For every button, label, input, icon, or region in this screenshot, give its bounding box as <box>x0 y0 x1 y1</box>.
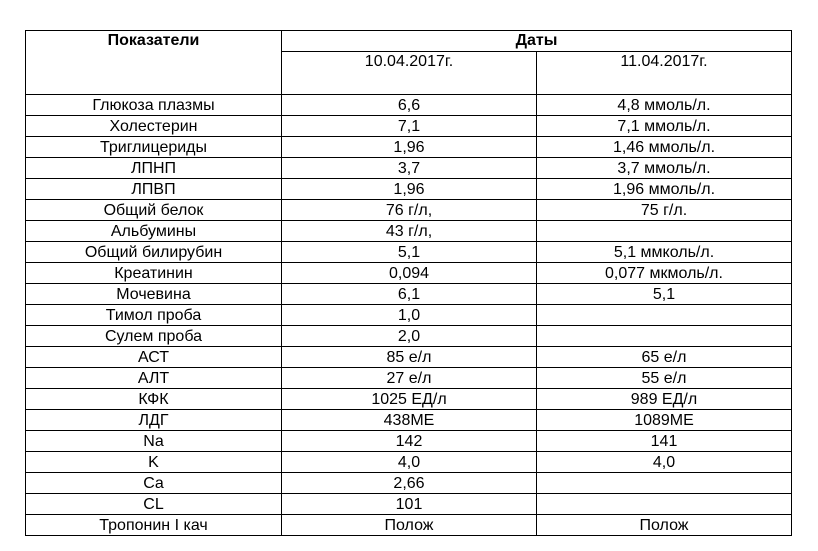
table-row <box>26 137 792 158</box>
value-date-2: 65 е/л <box>537 347 792 368</box>
value-date-2: 4,0 <box>537 452 792 473</box>
table-body <box>26 95 792 536</box>
table-row <box>26 263 792 284</box>
value-date-1: 1025 ЕД/л <box>282 389 537 410</box>
value-date-2: 0,077 мкмоль/л. <box>537 263 792 284</box>
value-date-2: 1,46 ммоль/л. <box>537 137 792 158</box>
value-date-2 <box>537 221 792 242</box>
value-date-2: 75 г/л. <box>537 200 792 221</box>
value-date-1: 1,0 <box>282 305 537 326</box>
date-1: 10.04.2017г. <box>282 52 537 95</box>
table-row <box>26 347 792 368</box>
param-name: Креатинин <box>26 263 282 284</box>
value-date-2: 1089МЕ <box>537 410 792 431</box>
value-date-2: 141 <box>537 431 792 452</box>
value-date-2 <box>537 305 792 326</box>
table-row <box>26 200 792 221</box>
value-date-1: 3,7 <box>282 158 537 179</box>
table-row <box>26 515 792 536</box>
value-date-1: 0,094 <box>282 263 537 284</box>
table-row <box>26 431 792 452</box>
value-date-2: 1,96 ммоль/л. <box>537 179 792 200</box>
table-row <box>26 284 792 305</box>
value-date-1: 5,1 <box>282 242 537 263</box>
param-name: ЛПВП <box>26 179 282 200</box>
table-row <box>26 494 792 515</box>
value-date-1: 142 <box>282 431 537 452</box>
date-2: 11.04.2017г. <box>537 52 792 95</box>
value-date-2: 7,1 ммоль/л. <box>537 116 792 137</box>
table-row <box>26 368 792 389</box>
table-row <box>26 410 792 431</box>
value-date-1: 2,0 <box>282 326 537 347</box>
table-row <box>26 473 792 494</box>
params-header: Показатели <box>26 31 282 95</box>
table-row <box>26 326 792 347</box>
header-row <box>26 31 792 52</box>
table-row <box>26 242 792 263</box>
table-row <box>26 179 792 200</box>
table-row <box>26 452 792 473</box>
value-date-2 <box>537 494 792 515</box>
value-date-2 <box>537 326 792 347</box>
value-date-1: 1,96 <box>282 179 537 200</box>
param-name: Холестерин <box>26 116 282 137</box>
param-name: Тропонин I кач <box>26 515 282 536</box>
table-row <box>26 305 792 326</box>
param-name: Сулем проба <box>26 326 282 347</box>
value-date-2: 3,7 ммоль/л. <box>537 158 792 179</box>
param-name: Na <box>26 431 282 452</box>
dates-header: Даты <box>282 31 792 52</box>
value-date-1: 4,0 <box>282 452 537 473</box>
param-name: K <box>26 452 282 473</box>
lab-results-table <box>25 30 792 536</box>
value-date-1: 7,1 <box>282 116 537 137</box>
param-name: ЛДГ <box>26 410 282 431</box>
param-name: Альбумины <box>26 221 282 242</box>
value-date-2: 55 е/л <box>537 368 792 389</box>
value-date-1: 85 е/л <box>282 347 537 368</box>
table-row <box>26 158 792 179</box>
value-date-2: 5,1 <box>537 284 792 305</box>
value-date-2: 989 ЕД/л <box>537 389 792 410</box>
value-date-1: 6,6 <box>282 95 537 116</box>
value-date-1: 438МЕ <box>282 410 537 431</box>
value-date-1: 27 е/л <box>282 368 537 389</box>
value-date-1: 6,1 <box>282 284 537 305</box>
value-date-1: 43 г/л, <box>282 221 537 242</box>
table-row <box>26 116 792 137</box>
table-row <box>26 95 792 116</box>
value-date-1: 76 г/л, <box>282 200 537 221</box>
param-name: АЛТ <box>26 368 282 389</box>
value-date-1: Полож <box>282 515 537 536</box>
value-date-2 <box>537 473 792 494</box>
param-name: ЛПНП <box>26 158 282 179</box>
value-date-2: 5,1 ммколь/л. <box>537 242 792 263</box>
param-name: Общий белок <box>26 200 282 221</box>
param-name: КФК <box>26 389 282 410</box>
value-date-1: 1,96 <box>282 137 537 158</box>
param-name: Тимол проба <box>26 305 282 326</box>
param-name: Глюкоза плазмы <box>26 95 282 116</box>
param-name: CL <box>26 494 282 515</box>
param-name: Мочевина <box>26 284 282 305</box>
value-date-1: 101 <box>282 494 537 515</box>
table-row <box>26 389 792 410</box>
value-date-2: Полож <box>537 515 792 536</box>
param-name: Ca <box>26 473 282 494</box>
param-name: Триглицериды <box>26 137 282 158</box>
param-name: Общий билирубин <box>26 242 282 263</box>
value-date-2: 4,8 ммоль/л. <box>537 95 792 116</box>
value-date-1: 2,66 <box>282 473 537 494</box>
param-name: АСТ <box>26 347 282 368</box>
table-row <box>26 221 792 242</box>
